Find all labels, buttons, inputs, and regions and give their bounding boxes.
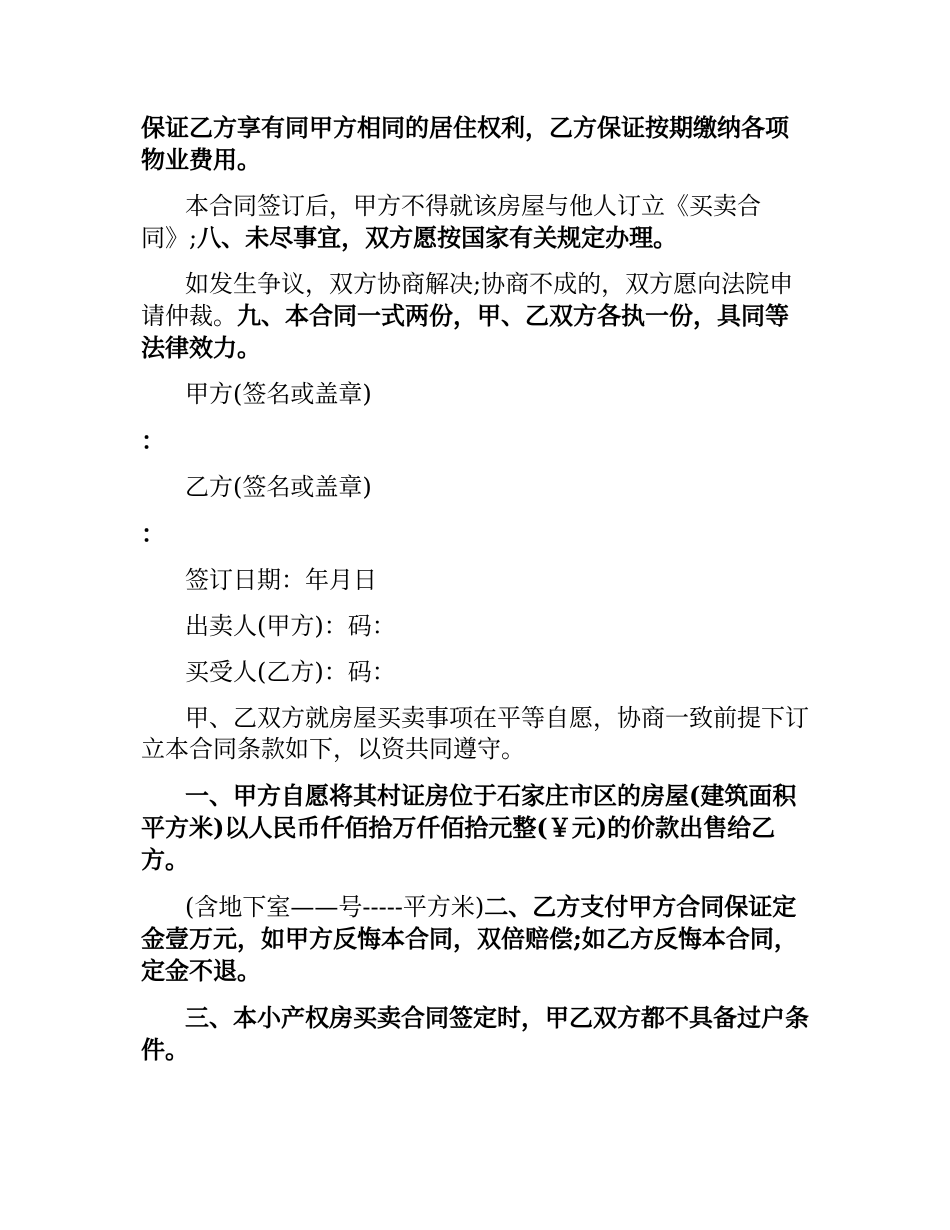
seller-line: [141, 611, 811, 642]
text-run: 乙方(签名或盖章): [185, 473, 372, 501]
clause-9-text: 九、本合同一式两份，甲、乙双方各执一份，具同等法律效力。: [141, 301, 789, 362]
party-a-signature-label: [141, 379, 811, 410]
buyer-line: [141, 657, 811, 688]
text-run: 甲、乙双方就房屋买卖事项在平等自愿，协商一致前提下订立本合同条款如下，以资共同遵守。: [141, 704, 809, 763]
paragraph-2: [141, 191, 811, 254]
text-run: 如发生争议，双方协商解决;协商不成的，双方愿向法院申请仲裁。: [141, 270, 794, 330]
text-run: ：: [141, 519, 165, 548]
text-run: 签订日期：年月日: [185, 566, 377, 594]
document-page: [141, 112, 811, 1081]
party-b-colon: [141, 518, 811, 550]
text-run: 买受人(乙方)：码：: [185, 658, 396, 686]
clause-3-text: 三、本小产权房买卖合同签定时，甲乙双方都不具备过户条件。: [141, 1003, 809, 1064]
signing-date: [141, 565, 811, 596]
text-run: 出卖人(甲方)：码：: [185, 612, 396, 640]
preamble-paragraph: [141, 703, 811, 765]
clause-1-paragraph: [141, 780, 811, 876]
clause-2-text: 二、乙方支付甲方合同保证定金壹万元，如甲方反悔本合同，双倍赔偿;如乙方反悔本合同，定金不退。: [141, 892, 798, 985]
paragraph-3: [141, 269, 811, 364]
party-a-colon: [141, 425, 811, 457]
paragraph-1: [141, 112, 811, 176]
text-run: 保证乙方享有同甲方相同的居住权利，乙方保证按期缴纳各项物业费用。: [141, 113, 789, 174]
clause-8-text: 八、未尽事宜，双方愿按国家有关规定办理。: [197, 223, 678, 252]
text-run: 本合同签订后，甲方不得就该房屋与他人订立《买卖合同》;: [141, 192, 761, 252]
party-b-signature-label: [141, 472, 811, 503]
text-run: 甲方(签名或盖章): [185, 380, 372, 408]
clause-2-paragraph: [141, 891, 811, 987]
text-run: (含地下室——号-----平方米): [185, 893, 485, 921]
clause-1-text: 一、甲方自愿将其村证房位于石家庄市区的房屋(建筑面积平方米)以人民币仟佰拾万仟佰拾元整(￥元)的价款出售给乙方。: [141, 781, 797, 874]
clause-3-paragraph: [141, 1002, 811, 1066]
text-run: ：: [141, 426, 165, 455]
